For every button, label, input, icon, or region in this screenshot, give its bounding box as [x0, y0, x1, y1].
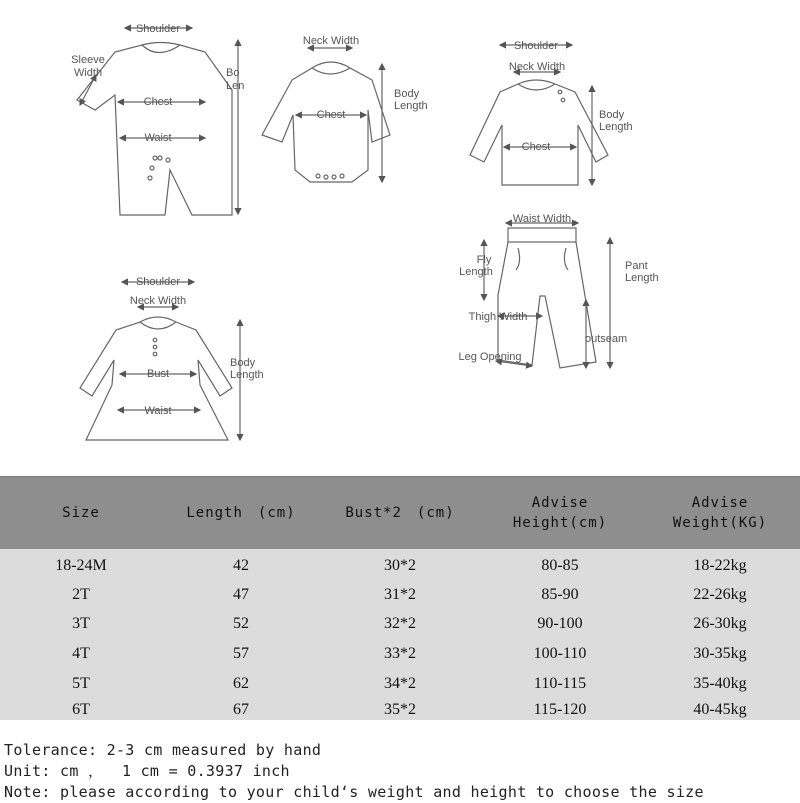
cell-size: 18-24M — [55, 556, 107, 574]
cell-height: 90-100 — [537, 614, 583, 632]
cell-weight: 35-40kg — [693, 674, 747, 692]
choose-size-note: Note: please according to your child‘s weight and height to choose the size — [4, 783, 704, 801]
cell-length: 57 — [233, 644, 249, 662]
cell-bust: 32*2 — [384, 614, 416, 632]
bodysuit-length-label — [394, 88, 428, 112]
pants-fly-line1: Fly — [476, 254, 492, 266]
dress-shoulder-label: Shoulder — [135, 276, 181, 288]
cell-length: 47 — [233, 585, 249, 603]
cell-bust: 30*2 — [384, 556, 416, 574]
table-row — [0, 609, 800, 638]
cell-size: 3T — [72, 614, 90, 632]
bodysuit-chest-label: Chest — [316, 109, 346, 121]
header-size: Size — [62, 505, 100, 521]
dress-bust-label: Bust — [146, 368, 170, 380]
cell-bust: 33*2 — [384, 644, 416, 662]
pants-waist-label: Waist Width — [512, 213, 572, 225]
cell-weight: 30-35kg — [693, 644, 747, 662]
cell-size: 2T — [72, 585, 90, 603]
cell-length: 52 — [233, 614, 249, 632]
romper-waist-label: Waist — [144, 132, 172, 144]
table-row — [0, 669, 800, 698]
size-table — [0, 476, 800, 720]
cell-bust: 34*2 — [384, 674, 416, 692]
pants-fly-label — [459, 254, 493, 278]
cell-weight: 40-45kg — [693, 700, 747, 718]
cell-height: 110-115 — [533, 674, 587, 692]
cell-height: 115-120 — [533, 700, 587, 718]
pants-outseam-label: outseam — [585, 333, 628, 345]
romper-length-line2: Len — [226, 80, 245, 92]
cell-size: 4T — [72, 644, 90, 662]
table-body — [0, 549, 800, 720]
shirt-length-line2: Length — [599, 121, 633, 133]
pants-diagram — [484, 223, 610, 368]
unit-note: Unit: cm ， 1 cm = 0.3937 inch — [4, 762, 290, 780]
romper-sleeve-line1: Sleeve — [71, 54, 105, 66]
romper-length-label — [226, 67, 244, 92]
shirt-neck-label: Neck Width — [508, 61, 566, 73]
table-header — [0, 476, 800, 550]
dress-length-label — [230, 357, 264, 381]
bodysuit-length-line2: Length — [394, 100, 428, 112]
header-advise-height: Advise Height(cm) — [512, 495, 608, 531]
header-advise-weight: Advise Weight(KG) — [672, 495, 768, 531]
bodysuit-length-line1: Body — [394, 88, 420, 100]
cell-length: 67 — [233, 700, 249, 718]
pants-leg-opening-label: Leg Opening — [458, 351, 522, 363]
header-bust: Bust*2 (cm) — [345, 505, 455, 521]
bodysuit-neck-label: Neck Width — [302, 35, 360, 47]
pants-length-line2: Length — [625, 272, 659, 284]
pants-fly-line2: Length — [459, 266, 493, 278]
table-row — [0, 639, 800, 668]
romper-sleeve-label — [71, 54, 105, 79]
dress-length-line2: Length — [230, 369, 264, 381]
cell-weight: 18-22kg — [693, 556, 747, 574]
cell-length: 42 — [233, 556, 249, 574]
cell-weight: 22-26kg — [693, 585, 747, 603]
romper-chest-label: Chest — [143, 96, 173, 108]
romper-shoulder-label: Shoulder — [135, 23, 181, 35]
shirt-chest-label: Chest — [521, 141, 551, 153]
cell-size: 6T — [72, 700, 90, 718]
pants-thigh-label: Thigh Width — [468, 311, 528, 323]
shirt-length-line1: Body — [599, 109, 625, 121]
cell-bust: 31*2 — [384, 585, 416, 603]
header-length: Length (cm) — [186, 505, 296, 521]
shirt-length-label — [599, 109, 633, 133]
table-row — [0, 551, 800, 580]
cell-height: 85-90 — [541, 585, 579, 603]
tolerance-note: Tolerance: 2-3 cm measured by hand — [4, 741, 322, 759]
dress-length-line1: Body — [230, 357, 256, 369]
dress-waist-label: Waist — [144, 405, 172, 417]
pants-length-line1: Pant — [625, 260, 648, 272]
cell-height: 80-85 — [541, 556, 579, 574]
cell-bust: 35*2 — [384, 700, 416, 718]
cell-weight: 26-30kg — [693, 614, 747, 632]
cell-height: 100-110 — [533, 644, 587, 662]
romper-sleeve-line2: Width — [73, 67, 103, 79]
size-notes — [4, 740, 800, 803]
table-row — [0, 695, 800, 724]
romper-length-line1: Bo — [226, 67, 240, 79]
cell-length: 62 — [233, 674, 249, 692]
dress-neck-label: Neck Width — [129, 295, 187, 307]
cell-size: 5T — [72, 674, 90, 692]
shirt-shoulder-label: Shoulder — [513, 40, 559, 52]
pants-length-label — [625, 260, 659, 284]
table-row — [0, 580, 800, 609]
